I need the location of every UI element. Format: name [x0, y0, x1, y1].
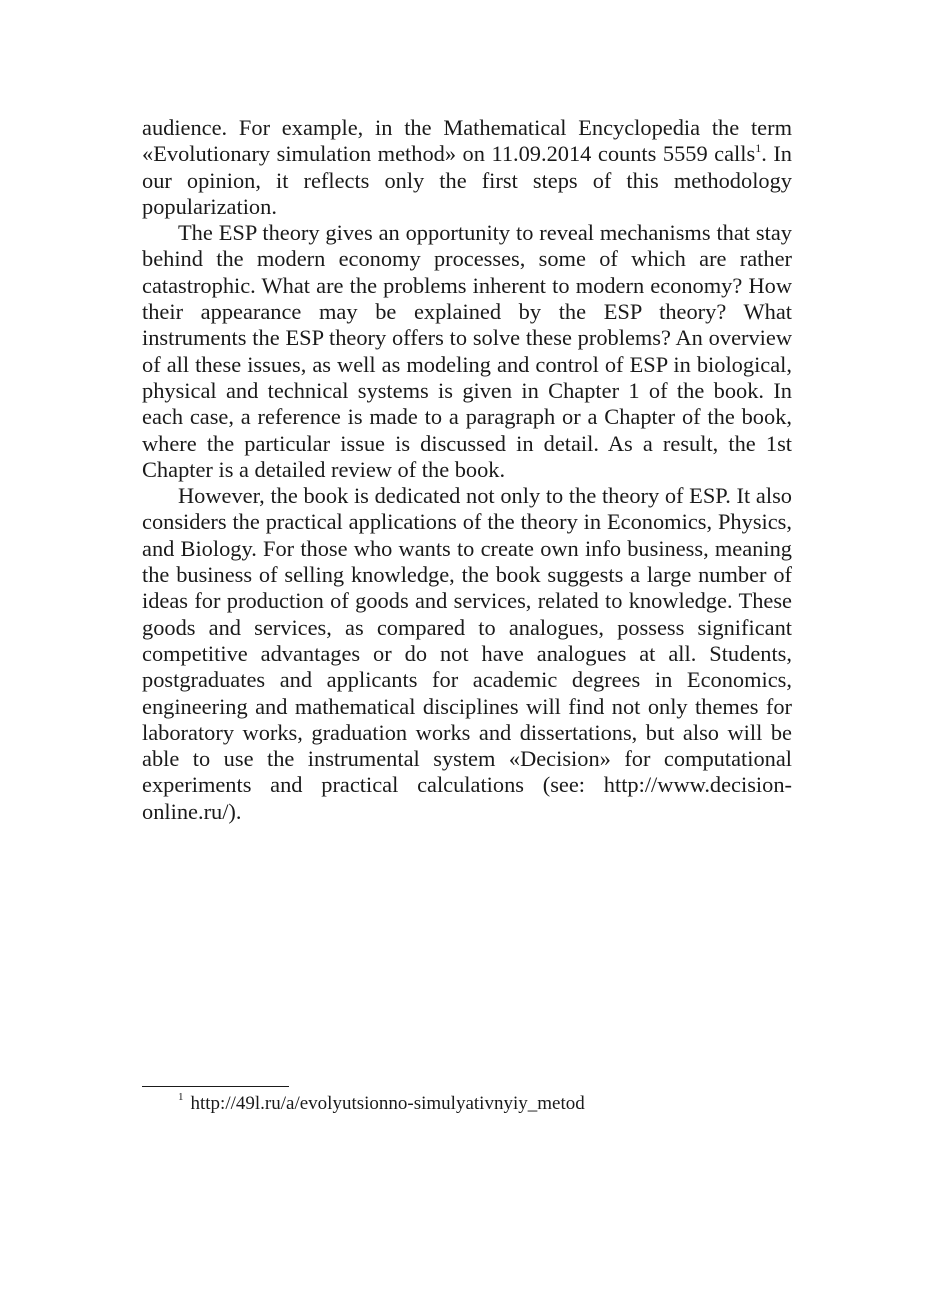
footnote [142, 1092, 792, 1116]
paragraph-1 [142, 115, 792, 220]
footnote-text: http://49l.ru/a/evolyutsionno-simulyativnyiy_metod [190, 1093, 585, 1114]
paragraph-3: However, the book is dedicated not only to the theory of ESP. It also considers the practical applications of the theory in Economics, Physics, and Biology. For those who wants to create own info business, meaning the business of selling knowledge, the book suggests a large number of ideas for production of goods and services, related to knowledge. These goods and services, as compared to analogues, possess significant competitive advantages or do not have analogues at all. Students, postgraduates and applicants for academic degrees in Economics, engineering and mathematical disciplines will find not only themes for laboratory works, graduation works and dissertations, but also will be able to use the instrumental system «Decision» for computational experiments and practical calculations (see: http://www.decision-online.ru/). [142, 483, 792, 824]
paragraph-1-text-end: . In our opinion, it reflects only the first steps of this methodology popularization. [142, 141, 792, 219]
footnote-mark: 1 [178, 1091, 184, 1103]
page-body [142, 115, 792, 825]
paragraph-2: The ESP theory gives an opportunity to reveal mechanisms that stay behind the modern economy processes, some of which are rather catastrophic. What are the problems inherent to modern economy? How their appearance may be explained by the ESP theory? What instruments the ESP theory offers to solve these problems? An overview of all these issues, as well as modeling and control of ESP in biological, physical and technical systems is given in Chapter 1 of the book. In each case, a reference is made to a paragraph or a Chapter of the book, where the particular issue is discussed in detail. As a result, the 1st Chapter is a detailed review of the book. [142, 220, 792, 482]
paragraph-1-text-start: audience. For example, in the Mathematical Encyclopedia the term «Evolutionary simulation method» on 11.09.2014 counts 5559 calls [142, 115, 792, 167]
footnote-reference: 1 [755, 141, 762, 156]
footnote-divider [142, 1086, 289, 1087]
